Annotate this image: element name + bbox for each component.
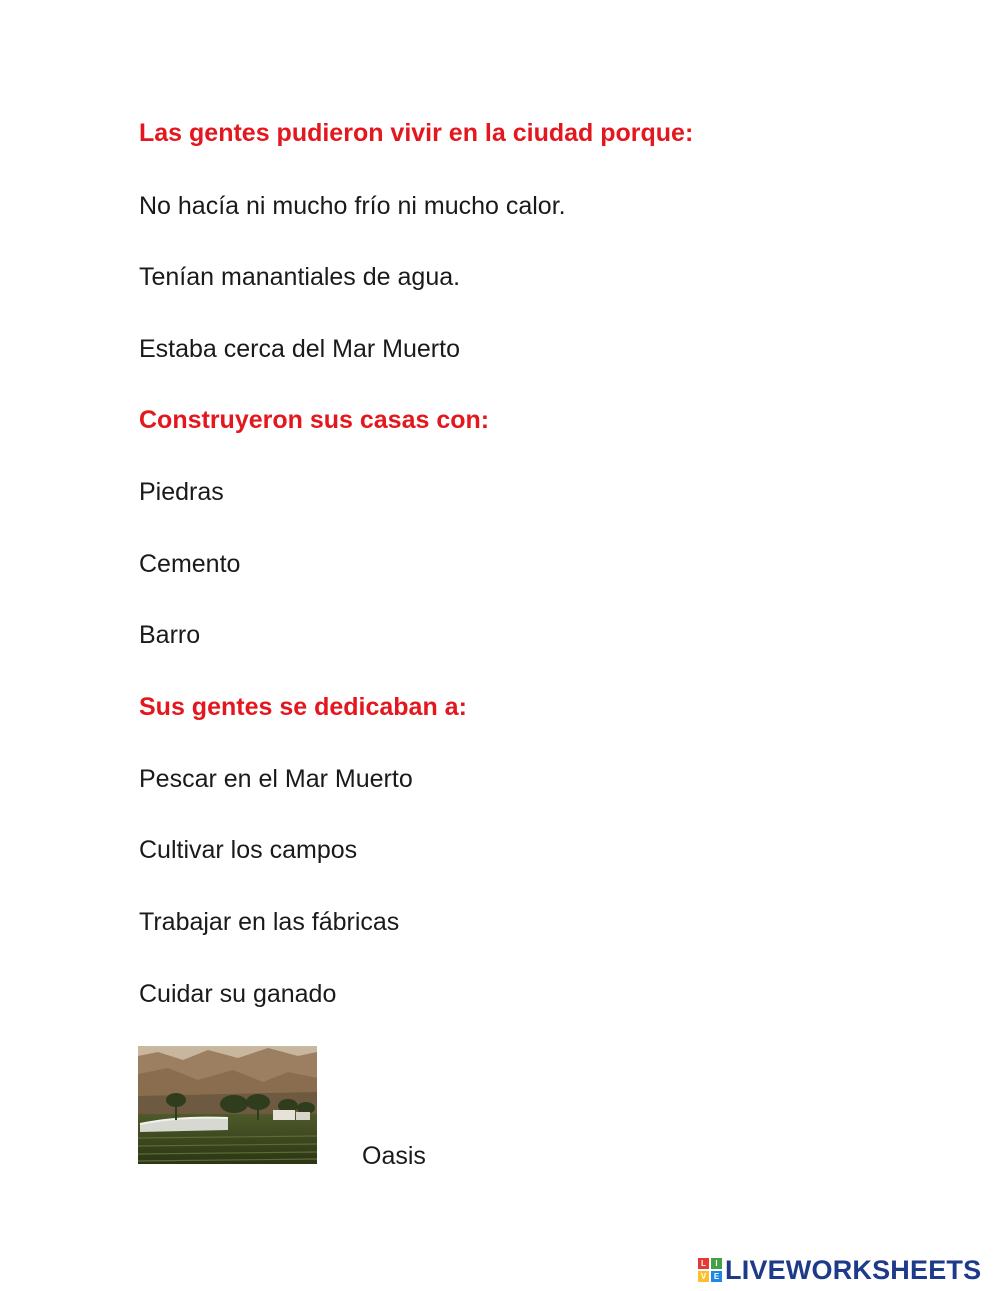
brand-mark-letter: E xyxy=(711,1271,722,1282)
brand-mark-icon xyxy=(698,1258,722,1282)
section-3-heading: Sus gentes se dedicaban a: xyxy=(139,693,467,721)
section-1-option-2[interactable]: Tenían manantiales de agua. xyxy=(139,263,461,291)
section-3-option-2[interactable]: Cultivar los campos xyxy=(139,836,358,864)
section-2-option-2[interactable]: Cemento xyxy=(139,550,241,578)
oasis-caption: Oasis xyxy=(362,1142,426,1170)
section-1-option-3[interactable]: Estaba cerca del Mar Muerto xyxy=(139,335,460,363)
section-3-option-3[interactable]: Trabajar en las fábricas xyxy=(139,908,400,936)
section-3-option-4[interactable]: Cuidar su ganado xyxy=(139,980,337,1008)
brand-name: LIVEWORKSHEETS xyxy=(725,1254,982,1285)
brand-mark-letter: I xyxy=(711,1258,722,1269)
section-3-option-1[interactable]: Pescar en el Mar Muerto xyxy=(139,765,413,793)
section-2-heading: Construyeron sus casas con: xyxy=(139,406,490,434)
liveworksheets-logo xyxy=(698,1256,981,1284)
brand-mark-letter: V xyxy=(698,1271,709,1282)
oasis-photo xyxy=(138,1046,317,1164)
section-2-option-3[interactable]: Barro xyxy=(139,621,201,649)
section-1-heading: Las gentes pudieron vivir en la ciudad porque: xyxy=(139,119,694,147)
section-1-option-1[interactable]: No hacía ni mucho frío ni mucho calor. xyxy=(139,192,566,220)
section-2-option-1[interactable]: Piedras xyxy=(139,478,224,506)
brand-mark-letter: L xyxy=(698,1258,709,1269)
